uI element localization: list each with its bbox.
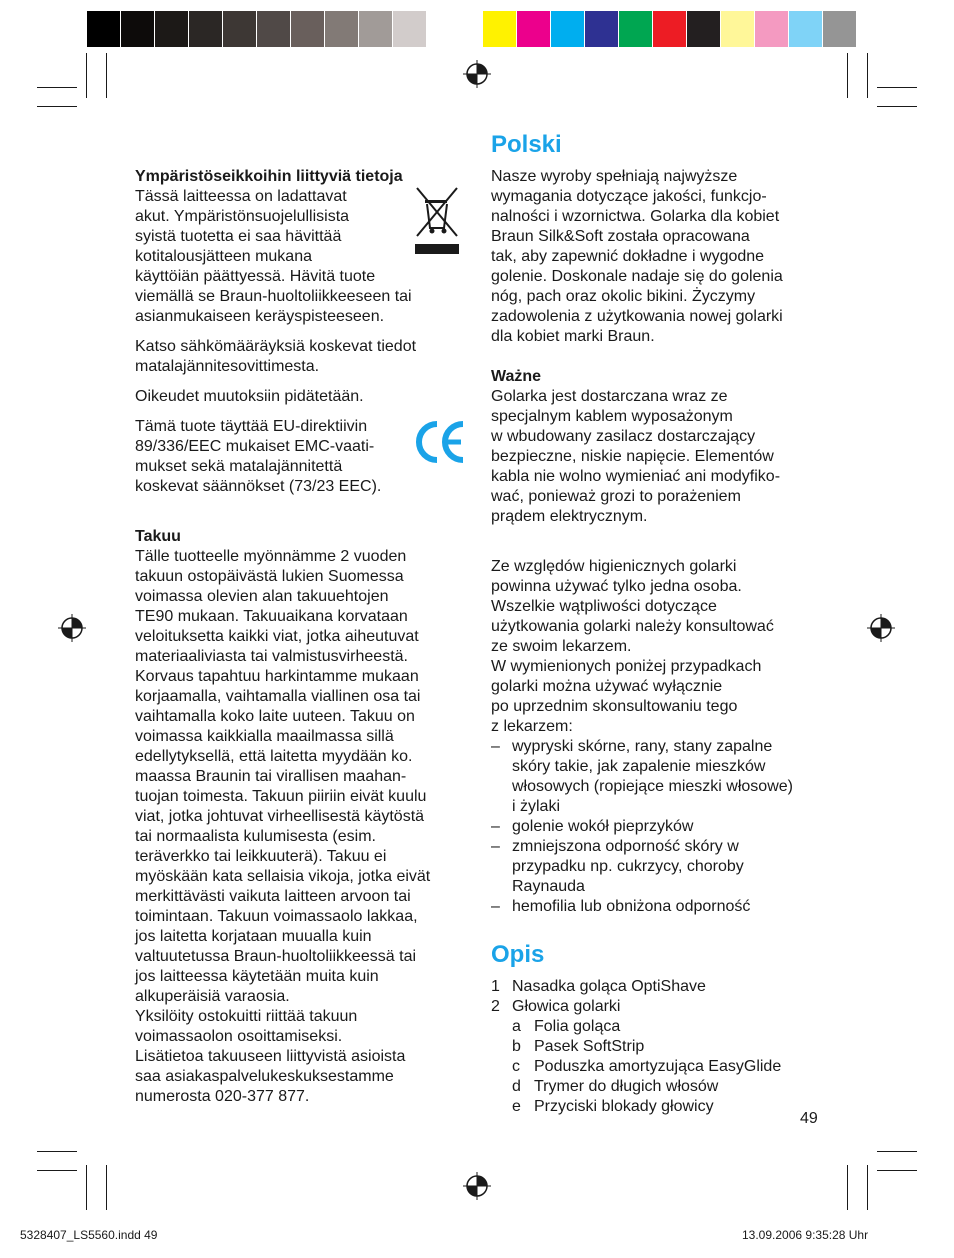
text-line: Raynauda [512,878,585,895]
list-marker: 1 [491,978,500,995]
color-swatches-dark [87,11,461,47]
text-line: käyttöiän päättyessä. Hävitä tuote [135,268,376,285]
text-line: z lekarzem: [491,718,573,735]
text-line: valtuutetussa Braun-huoltoliikkeessä tai [135,948,417,965]
crop-mark [877,106,917,107]
text-line: powinna używać tylko jedna osoba. [491,578,742,595]
color-swatch [291,11,325,47]
page-number: 49 [800,1110,818,1127]
env-text [135,187,465,327]
text-line: tak, aby zapewnić dokładne i wygodne [491,248,765,265]
text-line: Yksilöity ostokuitti riittää takuun [135,1008,358,1025]
text-line: voimassa olevien alan takuuehtojen [135,588,389,605]
text-line: jos laitetta korjataan muualla kuin [135,928,372,945]
text-line: akut. Ympäristönsuojelullisista [135,208,350,225]
dash-marker: – [491,898,500,915]
conditions-list [491,737,831,917]
text-line: syistä tuotetta ei saa hävittää [135,228,342,245]
text-line: merkittävästi vaikuta laitteen arvoon tai [135,888,411,905]
text-line: po uprzednim skonsultowaniu tego [491,698,738,715]
text-line: kabla nie wolno wymieniać ani modyfiko- [491,468,781,485]
condition-item [491,837,831,897]
crop-mark [106,53,107,98]
text-line: golenie wokół pieprzyków [512,818,694,835]
list-item-label: Pasek SoftStrip [534,1038,645,1055]
list-item [491,977,831,997]
crop-mark [877,1170,917,1171]
registration-mark-icon [867,614,895,642]
text-line: golenie. Doskonale nadaje się do golenia [491,268,783,285]
crop-mark [37,1170,77,1171]
color-swatch [619,11,653,47]
text-line: Tälle tuotteelle myönnämme 2 vuoden [135,548,407,565]
text-line: użytkowania golarki należy konsultować [491,618,774,635]
text-line: Braun Silk&Soft została opracowana [491,228,750,245]
text-line: w wbudowany zasilacz dostarczający [491,428,756,445]
description-list [491,977,831,1017]
registration-mark-icon [463,60,491,88]
footer-file-info: 5328407_LS5560.indd 49 [20,1228,158,1242]
list-marker: 2 [491,998,500,1015]
color-swatch [585,11,619,47]
text-line: saa asiakaspalvelukeskuksestamme [135,1068,394,1085]
list-marker: a [512,1018,521,1035]
list-marker: e [512,1098,521,1115]
text-line: prądem elektrycznym. [491,508,648,525]
crop-mark [106,1165,107,1210]
registration-mark-icon [463,1172,491,1200]
rights-text: Oikeudet muutoksiin pidätetään. [135,388,364,405]
text-line: teräverkko tai leikkuuterä). Takuu ei [135,848,387,865]
important-text [491,387,831,527]
text-line: Tässä laitteessa on ladattavat [135,188,347,205]
color-swatch [121,11,155,47]
text-line: asianmukaiseen keräyspisteeseen. [135,308,385,325]
text-line: Wszelkie wątpliwości dotyczące [491,598,717,615]
crop-mark [37,106,77,107]
text-line: jos laitteessa käytetään muita kuin [135,968,379,985]
text-line: tuojan toimesta. Takuun piiriin eivät kuulu [135,788,427,805]
text-line: wać, ponieważ grozi to porażeniem [491,488,741,505]
text-line: voimassaolon osoittamiseksi. [135,1028,343,1045]
crop-mark [867,53,868,98]
finnish-column [135,167,465,1107]
text-line: Lisätietoa takuuseen liittyvistä asioista [135,1048,406,1065]
important-heading: Ważne [491,368,542,385]
list-item [491,1077,831,1097]
text-line: włosowych (ropiejące mieszki włosowe) [512,778,793,795]
color-swatch [427,11,461,47]
text-line: przypadku np. cukrzycy, choroby [512,858,744,875]
text-line: specjalnym kablem wyposażonym [491,408,733,425]
text-line: myöskään kata sellaisia vikoja, jotka eivät [135,868,431,885]
registration-mark-icon [58,614,86,642]
text-line: zmniejszona odporność skóry w [512,838,739,855]
text-line: TE90 mukaan. Takuuaikana korvataan [135,608,408,625]
color-swatch [687,11,721,47]
text-line: Korvaus tapahtuu harkintamme mukaan [135,668,419,685]
color-swatch [359,11,393,47]
list-item-label: Poduszka amortyzująca EasyGlide [534,1058,782,1075]
text-line: viemällä se Braun-huoltoliikkeeseen tai [135,288,412,305]
text-line: W wymienionych poniżej przypadkach [491,658,762,675]
text-line: hemofilia lub obniżona odporność [512,898,751,915]
text-line: i żylaki [512,798,561,815]
text-line: 89/336/EEC mukaiset EMC-vaati- [135,438,375,455]
text-line: Tämä tuote täyttää EU-direktiivin [135,418,368,435]
color-swatch [189,11,223,47]
text-line: skóry takie, jak zapalenie mieszków [512,758,766,775]
text-line: zadowolenia z użytkowania nowej golarki [491,308,783,325]
dash-marker: – [491,838,500,855]
section-title-polski: Polski [491,131,562,158]
text-line: Katso sähkömääräyksiä koskevat tiedot [135,338,417,355]
text-line: numerosta 020-377 877. [135,1088,310,1105]
list-item [491,1097,831,1117]
list-item [491,1017,831,1037]
warranty-text [135,547,465,1107]
intro-text [491,167,831,347]
dash-marker: – [491,738,500,755]
crop-mark [847,53,848,98]
text-line: takuun ostopäivästä lukien Suomessa [135,568,404,585]
color-swatches-color [483,11,857,47]
condition-item [491,817,831,837]
text-line: dla kobiet marki Braun. [491,328,655,345]
color-swatch [517,11,551,47]
text-line: voimassa kaikkialla maailmassa sillä [135,728,394,745]
text-line: ze swoim lekarzem. [491,638,632,655]
text-line: viat, jotka johtuvat virheellisestä käytöstä [135,808,425,825]
color-swatch [721,11,755,47]
crop-mark [877,1151,917,1152]
color-swatch [551,11,585,47]
crop-mark [877,87,917,88]
section-title-opis: Opis [491,941,545,968]
color-swatch [483,11,517,47]
crop-mark [37,1151,77,1152]
crop-mark [86,1165,87,1210]
text-line: wypryski skórne, rany, stany zapalne [512,738,773,755]
list-marker: c [512,1058,520,1075]
text-line: nóg, pach oraz okolic bikini. Życzymy [491,288,756,305]
color-swatch [257,11,291,47]
color-swatch [823,11,857,47]
text-line: nalności i wzornictwa. Golarka dla kobiet [491,208,780,225]
hygiene-text [491,557,831,737]
env-heading: Ympäristöseikkoihin liittyviä tietoja [135,168,403,185]
text-line: kotitalousjätteen mukana [135,248,312,265]
list-item-label: Nasadka goląca OptiShave [512,978,706,995]
color-swatch [653,11,687,47]
text-line: matalajännitesovittimesta. [135,358,320,375]
list-item [491,997,831,1017]
list-item [491,1057,831,1077]
text-line: korjaamalla, vaihtamalla viallinen osa tai [135,688,421,705]
text-line: wymagania dotyczące jakości, funkcjo- [491,188,767,205]
text-line: golarki można używać wyłącznie [491,678,723,695]
text-line: bezpieczne, niskie napięcie. Elementów [491,448,774,465]
text-line: Nasze wyroby spełniają najwyższe [491,168,738,185]
list-item-label: Folia goląca [534,1018,621,1035]
crop-mark [847,1165,848,1210]
text-line: Ze względów higienicznych golarki [491,558,737,575]
list-item-label: Trymer do długich włosów [534,1078,719,1095]
warranty-heading: Takuu [135,528,181,545]
condition-item [491,737,831,817]
text-line: Golarka jest dostarczana wraz ze [491,388,728,405]
color-swatch [87,11,121,47]
text-line: maassa Braunin tai virallisen maahan- [135,768,407,785]
crop-mark [86,53,87,98]
color-swatch [325,11,359,47]
color-swatch [155,11,189,47]
text-line: tai normaalista kulumisesta (esim. [135,828,376,845]
text-line: mukset sekä matalajännitettä [135,458,343,475]
condition-item [491,897,831,917]
text-line: edellytyksellä, että laitetta myydään ko. [135,748,413,765]
list-item-label: Głowica golarki [512,998,621,1015]
text-line: alkuperäisiä varaosia. [135,988,290,1005]
description-sublist [491,1017,831,1117]
list-marker: d [512,1078,521,1095]
color-swatch [755,11,789,47]
footer-timestamp: 13.09.2006 9:35:28 Uhr [742,1228,869,1242]
crop-mark [867,1165,868,1210]
color-swatch [393,11,427,47]
list-item [491,1037,831,1057]
crop-mark [37,87,77,88]
text-line: materiaaliviasta tai valmistusvirheestä. [135,648,408,665]
list-item-label: Przyciski blokady głowicy [534,1098,714,1115]
text-line: veloituksetta kaikki viat, jotka aiheutuvat [135,628,419,645]
text-line: toimintaan. Takuun voimassaolo lakkaa, [135,908,418,925]
polish-column [491,130,831,1117]
text-line: koskevat säännökset (73/23 EEC). [135,478,382,495]
color-swatch [223,11,257,47]
dash-marker: – [491,818,500,835]
list-marker: b [512,1038,521,1055]
text-line: vaihtamalla koko laite uuteen. Takuu on [135,708,415,725]
color-swatch [789,11,823,47]
